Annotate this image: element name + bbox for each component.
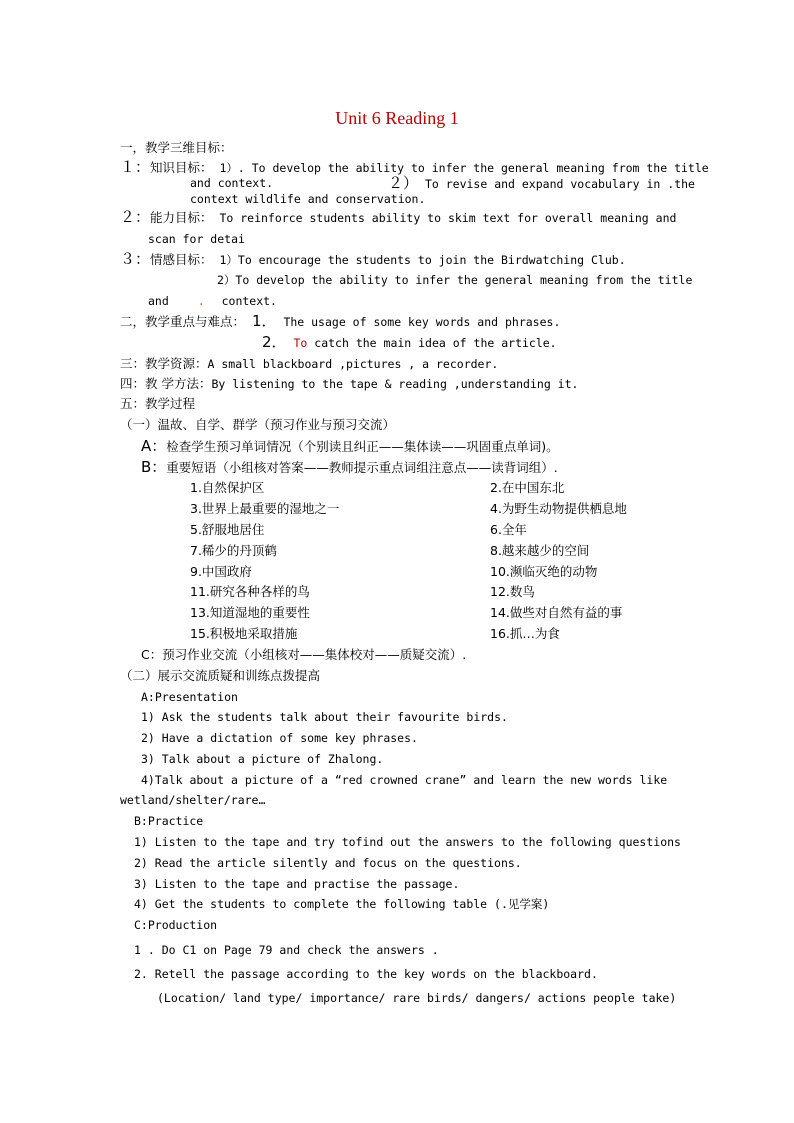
knowledge-goal-number: １： <box>120 158 151 176</box>
sub-section-2: （二）展示交流质疑和训练点拨提高 <box>120 668 321 683</box>
phrase-item: 10.濒临灭绝的动物 <box>490 564 598 579</box>
practice-item: 1) Listen to the tape and try tofind out the answers to the following questions <box>134 835 681 849</box>
knowledge-goal-line-2a: and context. <box>190 176 274 190</box>
emotion-goal-line-3 <box>148 294 277 308</box>
key-point-2-to: To <box>293 336 308 350</box>
section-3-row <box>120 357 498 371</box>
step-b-label: B： <box>141 458 167 476</box>
presentation-item: 1) Ask the students talk about their favourite birds. <box>141 710 508 724</box>
emotion-goal-row <box>120 252 626 267</box>
emotion-goal-label: 情感目标： <box>150 252 213 267</box>
ability-goal-line-1: To reinforce students ability to skim text for overall meaning and <box>219 211 677 225</box>
phrase-item: 13.知道湿地的重要性 <box>190 605 310 620</box>
phrase-item: 6.全年 <box>490 522 527 537</box>
knowledge-goal-sub-number: ２） <box>388 174 419 192</box>
presentation-heading: A:Presentation <box>141 690 238 704</box>
knowledge-goal-line-2b-text: To revise and expand vocabulary in .the <box>424 177 695 191</box>
section-1-heading: 一，教学三维目标： <box>120 140 233 155</box>
presentation-item-4: 4)Talk about a picture of a “red crowned crane” and learn the new words like <box>141 773 668 787</box>
key-point-2: catch the main idea of the article. <box>314 336 557 350</box>
key-point-1: The usage of some key words and phrases. <box>283 315 561 329</box>
emotion-goal-number: ３： <box>120 250 151 268</box>
phrase-item: 4.为野生动物提供栖息地 <box>490 501 627 516</box>
practice-item: 4) Get the students to complete the following table (.见学案) <box>134 897 550 911</box>
phrase-item: 3.世界上最重要的湿地之一 <box>190 501 340 516</box>
section-4-text: By listening to the tape & reading ,understanding it. <box>211 377 579 391</box>
knowledge-goal-line-3: context wildlife and conservation. <box>190 192 426 206</box>
step-a-label: A： <box>141 437 167 455</box>
key-point-1-number: 1． <box>251 312 277 330</box>
step-a-row <box>141 439 559 454</box>
practice-heading: B:Practice <box>134 814 204 828</box>
section-3-text: A small blackboard ,pictures , a recorder. <box>207 357 499 371</box>
phrase-item: 5.舒服地居住 <box>190 522 265 537</box>
phrase-item: 14.做些对自然有益的事 <box>490 605 623 620</box>
knowledge-goal-label: 知识目标： <box>150 160 213 175</box>
emotion-goal-line-1: 1）To encourage the students to join the Birdwatching Club. <box>219 253 626 267</box>
production-item: 1 . Do C1 on Page 79 and check the answers . <box>134 943 439 957</box>
production-note: (Location/ land type/ importance/ rare birds/ dangers/ actions people take) <box>157 991 677 1005</box>
step-a-text: 检查学生预习单词情况（个别读且纠正——集体读——巩固重点单词)。 <box>166 439 559 454</box>
presentation-item: 2) Have a dictation of some key phrases. <box>141 731 418 745</box>
ability-goal-number: ２： <box>120 208 151 226</box>
section-4-row <box>120 377 578 391</box>
presentation-item-4-cont: wetland/shelter/rare… <box>120 793 266 807</box>
phrase-item: 1.自然保护区 <box>190 480 265 495</box>
production-item: 2. Retell the passage according to the key words on the blackboard. <box>134 967 598 981</box>
emotion-goal-line-3b: context. <box>221 294 277 308</box>
section-5-heading: 五：教学过程 <box>120 396 196 411</box>
phrase-item: 11.研究各种各样的鸟 <box>190 584 310 599</box>
phrase-item: 2.在中国东北 <box>490 480 565 495</box>
knowledge-goal-line-1: 1）. To develop the ability to infer the general meaning from the title <box>219 161 709 175</box>
production-heading: C:Production <box>134 918 218 932</box>
presentation-item: 3) Talk about a picture of Zhalong. <box>141 752 384 766</box>
ability-goal-label: 能力目标： <box>150 210 213 225</box>
phrase-item: 12.数鸟 <box>490 584 535 599</box>
page-title: Unit 6 Reading 1 <box>335 108 459 128</box>
stray-dot: . <box>197 294 205 308</box>
knowledge-goal-row <box>120 160 709 175</box>
practice-item: 2) Read the article silently and focus on the questions. <box>134 856 522 870</box>
emotion-goal-line-2: 2）To develop the ability to infer the general meaning from the title <box>217 273 693 287</box>
ability-goal-line-2: scan for detai <box>148 232 245 246</box>
step-b-row <box>141 460 558 475</box>
knowledge-goal-line-2b <box>388 176 695 191</box>
step-b-text: 重要短语（小组核对答案——教师提示重点词组注意点——读背词组）. <box>166 460 558 475</box>
section-2-row-1 <box>120 314 560 329</box>
section-4-heading: 四：教 学方法： <box>120 376 212 391</box>
phrase-item: 15.积极地采取措施 <box>190 626 298 641</box>
ability-goal-row <box>120 210 676 225</box>
phrase-item: 8.越来越少的空间 <box>490 543 590 558</box>
emotion-goal-line-3a: and <box>148 294 169 308</box>
section-2-row-2 <box>262 335 557 350</box>
section-3-heading: 三：教学资源： <box>120 356 208 371</box>
sub-section-1: （一）温故、自学、群学（预习作业与预习交流） <box>120 417 396 432</box>
step-c-text: C：预习作业交流（小组核对——集体校对——质疑交流）. <box>141 647 467 662</box>
phrase-item: 16.抓…为食 <box>490 626 560 641</box>
section-2-heading: 二，教学重点与难点： <box>120 314 246 329</box>
phrase-item: 9.中国政府 <box>190 564 252 579</box>
key-point-2-number: 2． <box>262 333 287 351</box>
phrase-item: 7.稀少的丹顶鹤 <box>190 543 277 558</box>
practice-item: 3) Listen to the tape and practise the passage. <box>134 877 460 891</box>
